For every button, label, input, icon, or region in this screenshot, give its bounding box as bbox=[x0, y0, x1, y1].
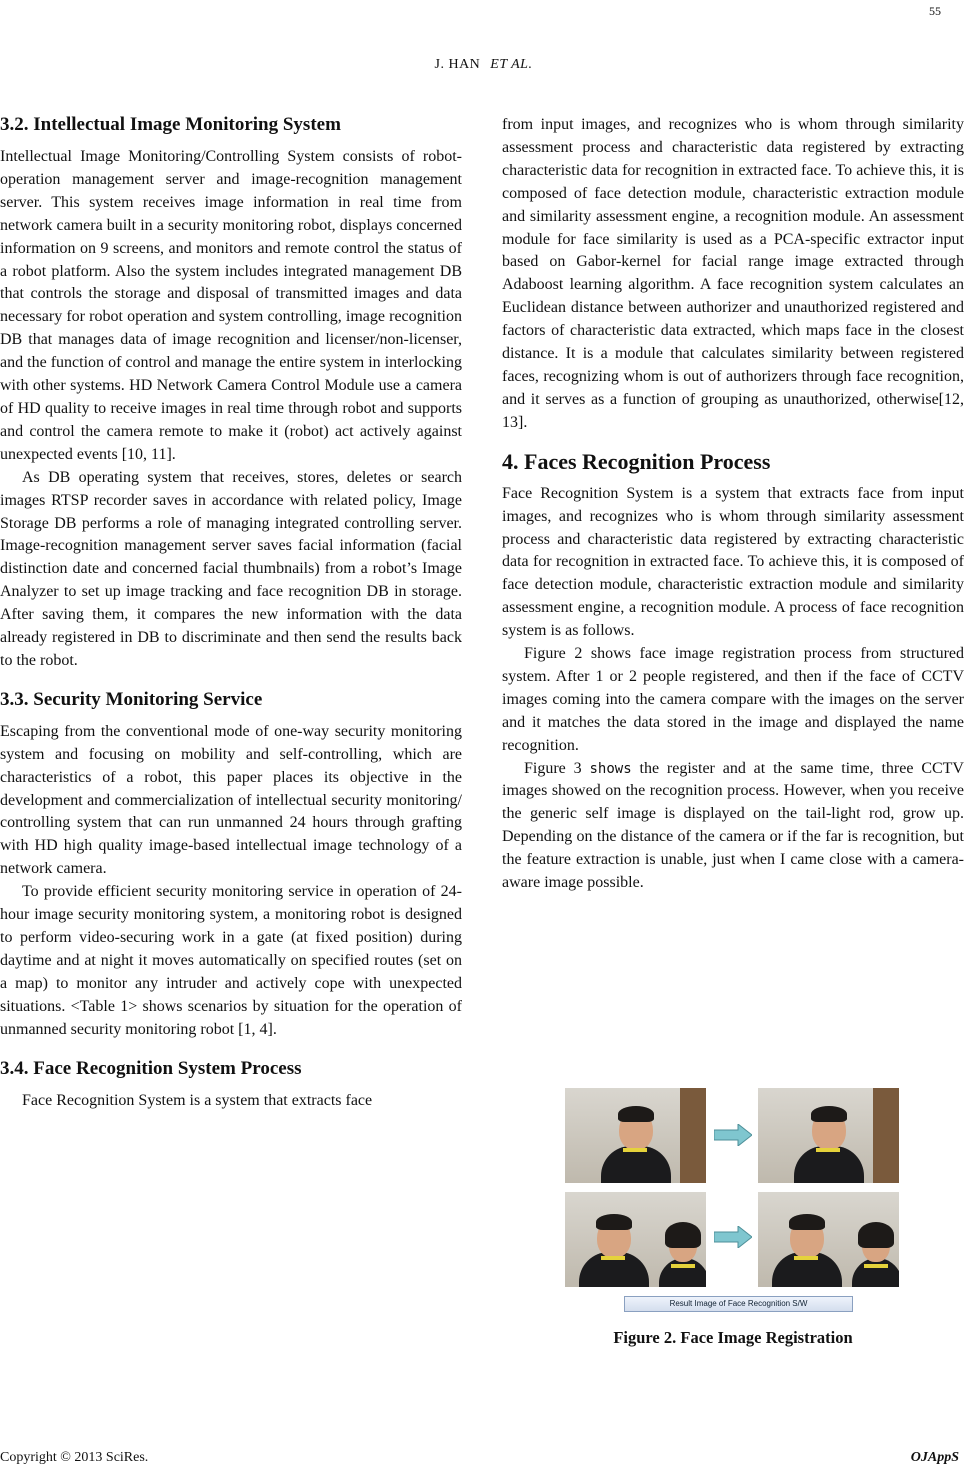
p3-shows: shows bbox=[589, 760, 632, 777]
continued-paragraph: from input images, and recognizes who is whom through similarity assessment process and characteristic data registered by extracting characteristic data for recognition in extracted face. To achieve this, it is composed of face detection module, characteristic extraction module and similarity assessment engine, a recognition module. An assessment module for face similarity is used as a PCA-specific extractor input based on Gabor-kernel for facial range image extracted through Adaboost learning algorithm. A face recognition system calculates an Euclidean distance between authorizer and unauthorized registered and factors of characteristic data extracted, which maps face in the closest distance. It is a module that calculates similarity between registered faces, recognizing whom is out of authorizers through face recognition, and it serves as a function of grouping as unauthorized, otherwise[12, 13]. bbox=[502, 116, 964, 431]
section-3-2-title: 3.2. Intellectual Image Monitoring System bbox=[0, 114, 341, 135]
photo-bottom-left bbox=[565, 1192, 706, 1287]
p3-rest: the register and at the same time, three CCTV images showed on the recognition process. However, when you receive the generic self image is displayed on the tail-light rod, grow up. Depending on the distance of the camera or if the far is recognition, but the feature extraction is unable, just when I came close with a camera-aware image possible. bbox=[502, 759, 964, 892]
running-author: J. HAN bbox=[434, 57, 481, 72]
section-4-paragraph-2: Figure 2 shows face image registration process from structured system. After 1 or 2 people registered, and then if the face of CCTV images coming into the camera compare with the images on the server and it matches the data stored in the image and displayed the name recognition. bbox=[502, 645, 964, 754]
figure-2-image bbox=[562, 1086, 905, 1313]
section-3-3-paragraph-2: To provide efficient security monitoring service in operation of 24-hour image security monitoring system, a monitoring robot is designed to perform video-securing work in a gate (at fixed position) during daytime and at night it moves automatically on specified routes (set on a map) to monitor any intruder and actively cope with unexpected situations. <Table 1> shows scenarios by situation for the operation of unmanned security monitoring robot [1, 4]. bbox=[0, 883, 462, 1038]
section-3-3-title: 3.3. Security Monitoring Service bbox=[0, 688, 263, 710]
arrow-right-icon bbox=[714, 1226, 752, 1248]
section-4-title: 4. Faces Recognition Process bbox=[502, 448, 771, 474]
page-number: 55 bbox=[929, 4, 941, 18]
section-3-3-paragraph-1: Escaping from the conventional mode of one-way security monitoring system and focusing on mobility and self-controlling, which are characteristics of a robot, this paper places its objective in the development and commercialization of intellectual security monitoring/ controlling system that can run unmanned 24 hours through grafting with HD high quality image-based intellectual image technology of a network camera. bbox=[0, 722, 462, 878]
arrow-right-icon bbox=[714, 1124, 752, 1146]
photo-bottom-right bbox=[758, 1192, 899, 1287]
footer-journal: OJAppS bbox=[910, 1450, 959, 1465]
section-4-paragraph-3 bbox=[502, 758, 964, 895]
running-header bbox=[0, 57, 967, 73]
figure-caption: Figure 2. Face Image Registration bbox=[613, 1328, 853, 1347]
left-column bbox=[0, 112, 462, 1112]
p3-lead: Figure 3 bbox=[524, 759, 590, 777]
photo-top-right bbox=[758, 1088, 899, 1183]
running-etal: ET AL. bbox=[490, 57, 533, 72]
footer-copyright: Copyright © 2013 SciRes. bbox=[0, 1450, 149, 1465]
section-3-4-title: 3.4. Face Recognition System Process bbox=[0, 1057, 302, 1079]
section-3-4-paragraph-1: Face Recognition System is a system that extracts face bbox=[22, 1091, 373, 1109]
right-column bbox=[502, 114, 964, 895]
section-4-paragraph-1: Face Recognition System is a system that extracts face from input images, and recognizes who is whom through similarity assessment process and characteristic data registered by extracting characteristic data for recognition in extracted face. To achieve this, it is composed of face detection module, characteristic extraction module and similarity assessment engine, a recognition module. A process of face recognition system is as follows. bbox=[502, 484, 964, 640]
section-3-2-paragraph-2: As DB operating system that receives, stores, deletes or search images RTSP recorder saves in accordance with related policy, Image Storage DB performs a role of managing integrated controlling server. Image-recognition management server saves facial information (facial distinction date and concerned facial thumbnails) from a robot’s Image Analyzer to set up image tracking and face recognition DB in storage. After saving them, it compares the new information with the data already registered in DB to discriminate and then send the results back to the robot. bbox=[0, 468, 462, 669]
figure-inner-caption: Result Image of Face Recognition S/W bbox=[624, 1296, 853, 1312]
section-3-2-paragraph-1: Intellectual Image Monitoring/Controlling System consists of robot-operation management server and image-recognition management server. This system receives image information in real time from network camera built in a security monitoring robot, displays concerned information on 9 screens, and monitors and remote control the status of a robot platform. Also the system includes integrated management DB that controls the storage and disposal of transmitted images and data necessary for robot operation and system controlling, image recognition DB that manages data of image recognition and licenser/non-licenser, and the function of control and manage the entire system in interlocking with other systems. HD Network Camera Control Module use a camera of HD quality to receive images in real time through robot and supports and control the camera remote to make it (robot) act actively against unexpected events [10, 11]. bbox=[0, 148, 462, 463]
photo-top-left bbox=[565, 1088, 706, 1183]
